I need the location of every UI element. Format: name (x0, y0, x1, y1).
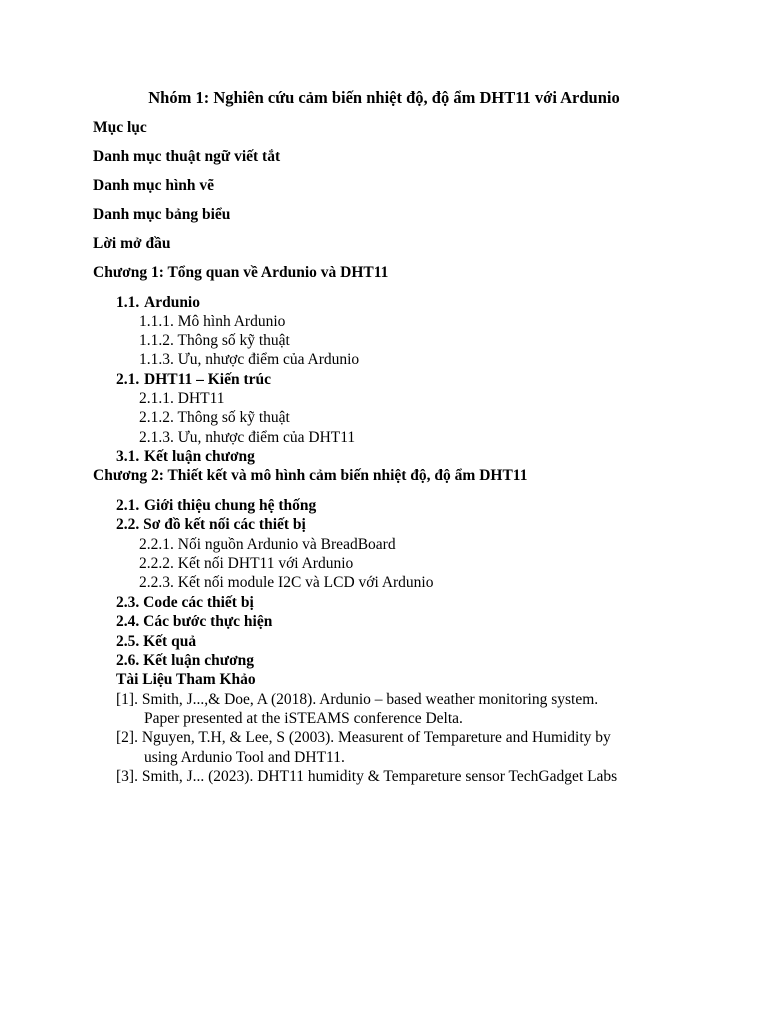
section-number: 3.1. (116, 448, 140, 465)
section-2-4: 2.4. Các bước thực hiện (116, 613, 273, 630)
section-3-1 (116, 447, 255, 466)
reference-2-continued: using Ardunio Tool and DHT11. (144, 749, 345, 766)
toc-figures: Danh mục hình vẽ (93, 177, 215, 194)
section-2-1-intro (116, 496, 316, 515)
chapter-1-title: Chương 1: Tổng quan về Ardunio và DHT11 (93, 264, 389, 281)
subsection-2-2-2: 2.2.2. Kết nối DHT11 với Ardunio (139, 555, 354, 572)
section-2-3: 2.3. Code các thiết bị (116, 594, 254, 611)
section-number: 2.1. (116, 371, 140, 388)
section-2-1-dht11 (116, 370, 271, 389)
section-1-1 (116, 293, 200, 312)
subsection-2-1-2: 2.1.2. Thông số kỹ thuật (139, 409, 290, 426)
toc-tables: Danh mục bảng biểu (93, 206, 231, 223)
reference-1-continued: Paper presented at the iSTEAMS conference Delta. (144, 710, 463, 727)
document-title: Nhóm 1: Nghiên cứu cảm biến nhiệt độ, độ ẩm DHT11 với Ardunio (148, 88, 620, 107)
section-2-6: 2.6. Kết luận chương (116, 652, 255, 669)
subsection-1-1-2: 1.1.2. Thông số kỹ thuật (139, 332, 290, 349)
section-label: DHT11 – Kiến trúc (144, 371, 272, 388)
reference-1: [1]. Smith, J...,& Doe, A (2018). Ardunio – based weather monitoring system. (116, 691, 599, 708)
subsection-2-1-1: 2.1.1. DHT11 (139, 390, 225, 407)
subsection-2-2-1: 2.2.1. Nối nguồn Ardunio và BreadBoard (139, 536, 396, 553)
reference-3: [3]. Smith, J... (2023). DHT11 humidity & Tempareture sensor TechGadget Labs (116, 768, 618, 785)
subsection-1-1-3: 1.1.3. Ưu, nhược điểm của Ardunio (139, 351, 360, 368)
subsection-1-1-1: 1.1.1. Mô hình Ardunio (139, 313, 286, 330)
section-label: Ardunio (144, 294, 200, 311)
section-2-5: 2.5. Kết quả (116, 633, 197, 650)
toc-abbreviations: Danh mục thuật ngữ viết tắt (93, 148, 281, 165)
section-label: Giới thiệu chung hệ thống (144, 497, 317, 514)
section-2-2: 2.2. Sơ đồ kết nối các thiết bị (116, 516, 306, 533)
section-number: 2.1. (116, 497, 140, 514)
section-label: Kết luận chương (144, 448, 255, 465)
toc-preface: Lời mở đầu (93, 235, 171, 252)
subsection-2-1-3: 2.1.3. Ưu, nhược điểm của DHT11 (139, 429, 356, 446)
references-heading: Tài Liệu Tham Khảo (116, 671, 256, 688)
subsection-2-2-3: 2.2.3. Kết nối module I2C và LCD với Ardunio (139, 574, 434, 591)
section-number: 1.1. (116, 294, 140, 311)
reference-2: [2]. Nguyen, T.H, & Lee, S (2003). Measurent of Tempareture and Humidity by (116, 729, 611, 746)
toc-muc-luc: Mục lục (93, 119, 147, 136)
chapter-2-title: Chương 2: Thiết kết và mô hình cảm biến nhiệt độ, độ ẩm DHT11 (93, 467, 528, 484)
